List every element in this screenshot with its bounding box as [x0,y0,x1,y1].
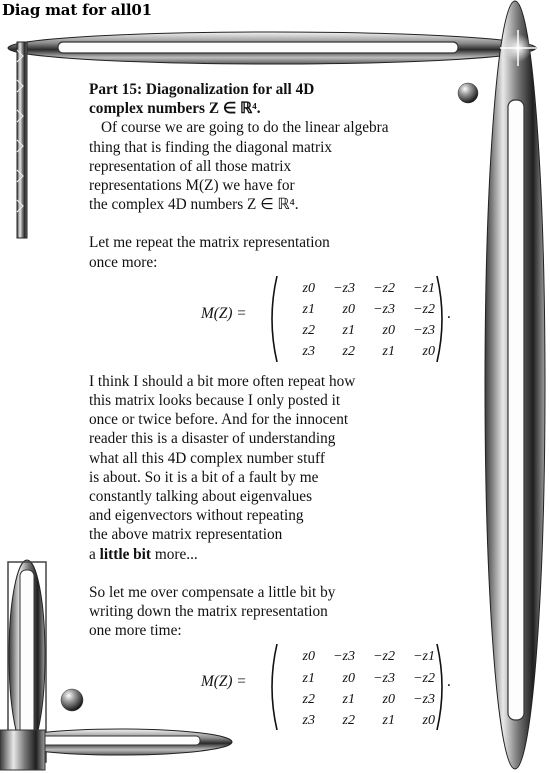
text-fragment: more... [151,545,198,563]
matrix-table [279,278,439,363]
matrix-cell: z0 [382,691,395,707]
matrix-cell: z1 [342,323,355,339]
matrix-period: . [447,304,451,322]
matrix-cell: −z3 [333,280,355,296]
section-heading-line2: complex numbers Z ∈ ℝ⁴. [89,100,261,118]
text-fragment: a [89,545,100,563]
paragraph-line: once more: [89,253,158,271]
matrix-cell: z0 [382,323,395,339]
paragraph-line: I think I should a bit more often repeat how [89,372,356,390]
paragraph-line: reader this is a disaster of understanding [89,430,336,448]
matrix-cell: −z2 [373,649,395,665]
matrix-cell: z0 [422,344,435,360]
paragraph-line: the complex 4D numbers Z ∈ ℝ⁴. [89,196,299,214]
matrix-lhs: M(Z) = [201,304,247,322]
paragraph-line: representation of all those matrix [89,157,292,175]
section-heading: Part 15: Diagonalization for all 4D [89,81,315,98]
matrix-equation [89,274,454,366]
paragraph-line: thing that is finding the diagonal matrix [89,138,333,156]
matrix-cell: z2 [302,323,315,339]
paragraph-line: is about. So it is a bit of a fault by me [89,468,319,486]
matrix-cell: z0 [422,713,435,729]
matrix-cell: z1 [302,302,315,318]
matrix-lhs: M(Z) = [201,673,247,691]
matrix-cell: z2 [342,713,355,729]
matrix-cell: −z2 [413,670,435,686]
matrix-cell: z0 [302,649,315,665]
paragraph-line: Let me repeat the matrix representation [89,234,330,252]
matrix-cell: −z3 [373,670,395,686]
paragraph-line: and eigenvectors without repeating [89,507,304,525]
matrix-equation-repeat [89,642,454,734]
matrix-cell: z3 [302,344,315,360]
paragraph-line: So let me over compensate a little bit by [89,583,336,601]
matrix-cell: −z1 [413,649,435,665]
page-title: Diag mat for all01 [2,1,152,19]
matrix-cell: z3 [302,713,315,729]
matrix-table [279,646,439,731]
paragraph-line: what all this 4D complex number stuff [89,449,325,467]
paragraph-line: representations M(Z) we have for [89,177,295,195]
matrix-cell: z0 [342,302,355,318]
matrix-cell: z2 [302,691,315,707]
paragraph-line-emphasis [89,545,454,564]
matrix-cell: −z3 [413,691,435,707]
matrix-cell: z1 [382,344,395,360]
matrix-cell: −z2 [373,280,395,296]
bold-text: little bit [99,545,152,563]
matrix-cell: −z3 [333,649,355,665]
matrix-cell: −z3 [413,323,435,339]
paragraph-line: Of course we are going to do the linear algebra [101,119,389,137]
article-body [89,80,454,740]
paragraph-line: this matrix looks because I only posted it [89,392,341,410]
paragraph-line: the above matrix representation [89,526,283,544]
matrix-cell: z1 [382,713,395,729]
paragraph-line: one more time: [89,622,182,640]
matrix-cell: z1 [342,691,355,707]
matrix-cell: z2 [342,344,355,360]
paragraph-line: constantly talking about eigenvalues [89,488,313,506]
matrix-cell: −z1 [413,280,435,296]
matrix-cell: −z2 [413,302,435,318]
matrix-cell: −z3 [373,302,395,318]
matrix-cell: z0 [342,670,355,686]
paragraph-line: once or twice before. And for the innocent [89,411,349,429]
matrix-period: . [447,673,451,691]
matrix-cell: z0 [302,280,315,296]
matrix-cell: z1 [302,670,315,686]
paragraph-line: writing down the matrix representation [89,603,328,621]
